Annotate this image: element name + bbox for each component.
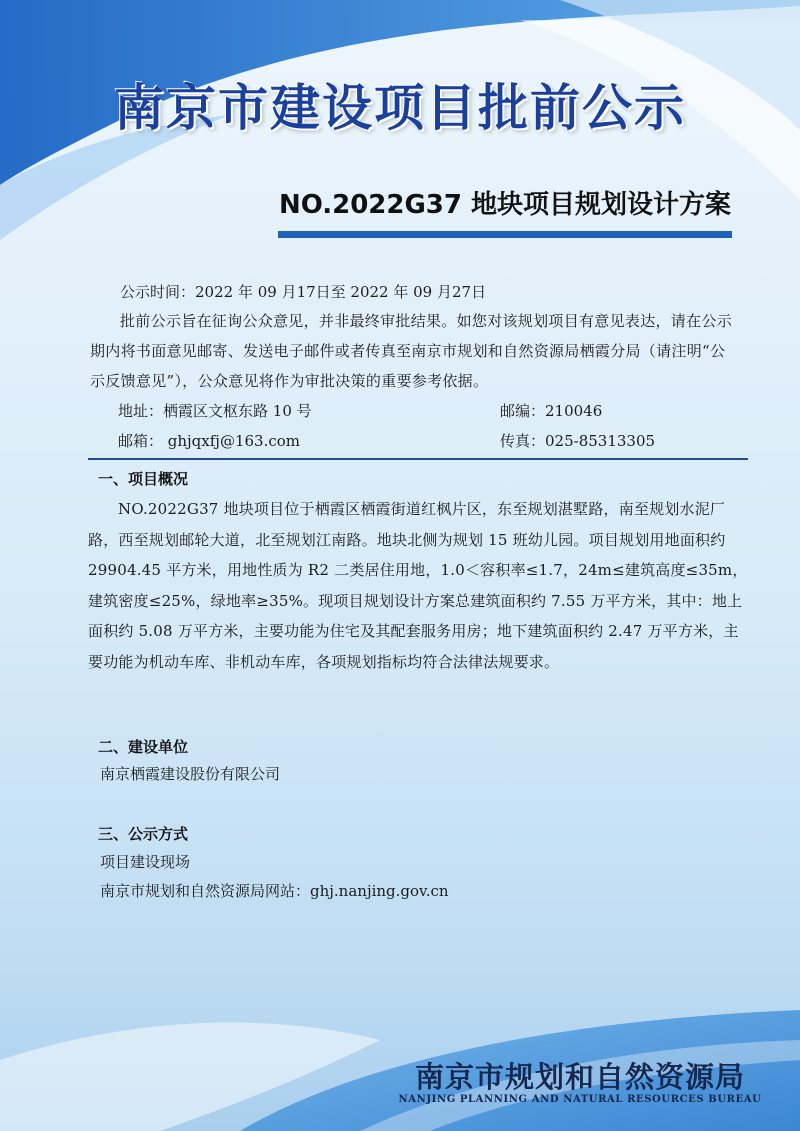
page-title: 南京市建设项目批前公示	[114, 78, 686, 137]
method-website: 南京市规划和自然资源局网站：ghj.nanjing.gov.cn	[100, 882, 449, 900]
contact-address: 地址：栖霞区文枢东路 10 号	[118, 402, 312, 420]
builder-company: 南京栖霞建设股份有限公司	[100, 765, 281, 783]
section-heading-overview: 一、项目概况	[98, 470, 189, 488]
section-heading-method: 三、公示方式	[98, 825, 189, 843]
notice-period: 公示时间：2022 年 09 月17日至 2022 年 09 月27日	[120, 283, 487, 301]
section-divider	[88, 458, 748, 460]
footer-org-cn: 南京市规划和自然资源局	[414, 1060, 745, 1094]
subtitle-underline	[278, 231, 732, 238]
section-heading-builder: 二、建设单位	[98, 738, 189, 756]
notice-paragraph: 批前公示旨在征询公众意见，并非最终审批结果。如您对该规划项目有意见表达，请在公示期内将书面意见邮寄、发送电子邮件或者传真至南京市规划和自然资源局栖霞分局（请注明“公示反馈意见”），公众意见将作为审批决策的重要参考依据。	[90, 312, 733, 390]
footer-org-en: NANJING PLANNING AND NATURAL RESOURCES BUREAU	[398, 1094, 762, 1105]
contact-email: 邮箱： ghjqxfj@163.com	[118, 432, 300, 450]
overview-body: NO.2022G37 地块项目位于栖霞区栖霞街道红枫片区，东至规划湛墅路，南至规划水泥厂路，西至规划邮轮大道，北至规划江南路。地块北侧为规划 15 班幼儿园。项目规划用地面积约 29904.45 平方米，用地性质为 R2 二类居住用地，1.0＜容积率≤1.7，24m≤建筑高度≤35m，建筑密度≤25%，绿地率≥35%。现项目规划设计方案总建筑面积约 7.55 万平方米，其中：地上面积约 5.08 万平方米，主要功能为住宅及其配套服务用房；地下建筑面积约 2.47 万平方米，主要功能为机动车库、非机动车库，各项规划指标均符合法律法规要求。	[88, 500, 748, 671]
contact-postcode: 邮编：210046	[500, 402, 603, 420]
method-site: 项目建设现场	[100, 853, 191, 871]
project-subtitle: NO.2022G37 地块项目规划设计方案	[278, 190, 732, 220]
contact-fax: 传真：025-85313305	[500, 432, 656, 450]
